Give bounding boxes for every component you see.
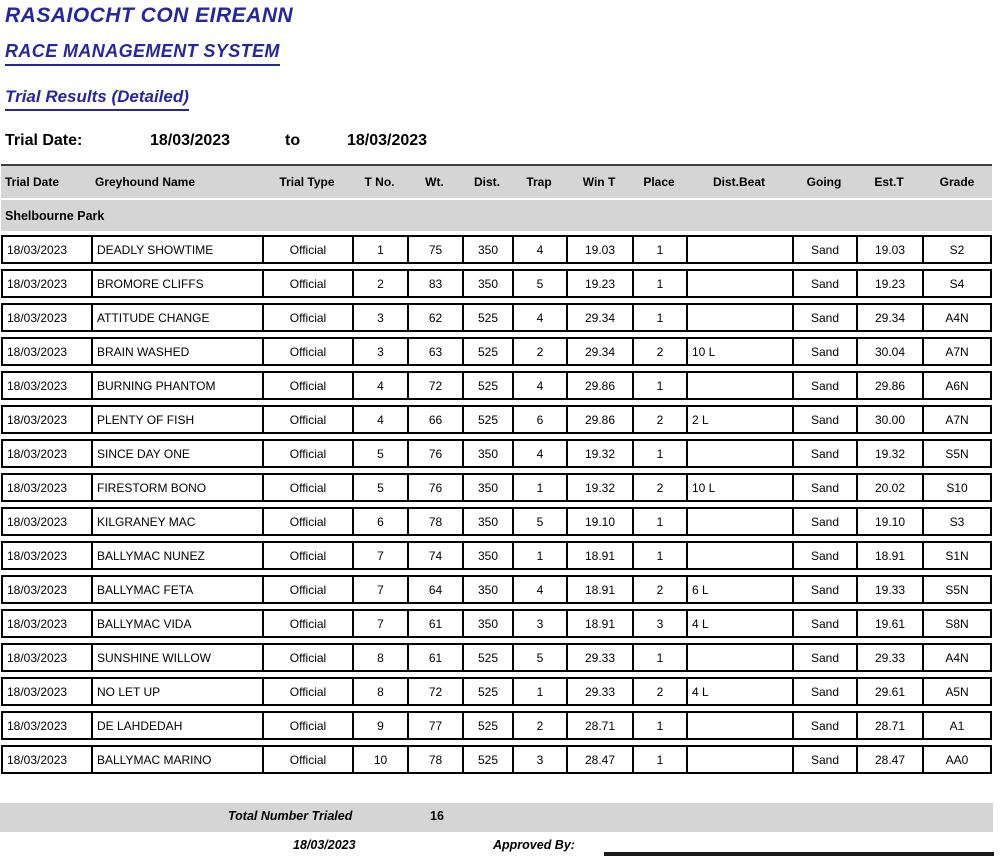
cell-trial-type: Official	[264, 747, 354, 772]
cell-trial-date: 18/03/2023	[3, 645, 93, 670]
cell-dist-beat: 10 L	[688, 339, 794, 364]
cell-trap: 3	[514, 747, 568, 772]
cell-win-t: 18.91	[568, 577, 634, 602]
cell-greyhound-name: NO LET UP	[93, 679, 264, 704]
cell-trial-type: Official	[264, 441, 354, 466]
cell-trial-type: Official	[264, 679, 354, 704]
cell-place: 3	[634, 611, 688, 636]
cell-t-no: 9	[354, 713, 409, 738]
cell-trial-date: 18/03/2023	[3, 339, 93, 364]
column-header-wt: Wt.	[425, 175, 444, 189]
cell-greyhound-name: SUNSHINE WILLOW	[93, 645, 264, 670]
cell-dist: 525	[464, 747, 514, 772]
cell-dist: 350	[464, 475, 514, 500]
cell-dist-beat: 6 L	[688, 577, 794, 602]
footer-report-date: 18/03/2023	[293, 838, 356, 852]
cell-wt: 64	[409, 577, 464, 602]
cell-grade: A4N	[945, 650, 969, 665]
cell-dist: 350	[464, 237, 514, 262]
cell-trial-type: Official	[264, 271, 354, 296]
cell-trial-date: 18/03/2023	[3, 373, 93, 398]
cell-grade: A7N	[945, 412, 969, 427]
cell-wt: 66	[409, 407, 464, 432]
table-row	[1, 677, 992, 706]
cell-going: Sand	[794, 339, 858, 364]
cell-wt: 76	[409, 475, 464, 500]
cell-greyhound-name: BALLYMAC NUNEZ	[93, 543, 264, 568]
cell-t-no: 4	[354, 407, 409, 432]
cell-place: 1	[634, 441, 688, 466]
column-header-trial-type: Trial Type	[279, 175, 335, 189]
column-header-trial-date: Trial Date	[5, 175, 60, 189]
venue-band	[1, 200, 992, 231]
cell-going: Sand	[794, 407, 858, 432]
cell-win-t: 19.03	[568, 237, 634, 262]
cell-t-no: 5	[354, 475, 409, 500]
signature-line	[604, 852, 994, 856]
cell-trial-date: 18/03/2023	[3, 611, 93, 636]
cell-win-t: 19.32	[568, 441, 634, 466]
cell-est-t: 19.10	[858, 509, 924, 534]
cell-dist-beat	[688, 373, 794, 398]
cell-wt: 83	[409, 271, 464, 296]
cell-wt: 75	[409, 237, 464, 262]
total-trialed-value: 16	[430, 809, 444, 823]
column-header-dist-beat: Dist.Beat	[712, 175, 765, 189]
cell-t-no: 8	[354, 645, 409, 670]
cell-going: Sand	[794, 237, 858, 262]
cell-greyhound-name: PLENTY OF FISH	[93, 407, 264, 432]
cell-place: 2	[634, 679, 688, 704]
cell-dist-beat	[688, 441, 794, 466]
cell-place: 2	[634, 475, 688, 500]
cell-trial-type: Official	[264, 543, 354, 568]
cell-wt: 62	[409, 305, 464, 330]
cell-trial-date: 18/03/2023	[3, 271, 93, 296]
to-label: to	[285, 132, 301, 149]
cell-grade: S5N	[945, 446, 969, 461]
cell-win-t: 18.91	[568, 611, 634, 636]
results-table	[1, 164, 992, 779]
cell-trial-date: 18/03/2023	[3, 407, 93, 432]
cell-greyhound-name: SINCE DAY ONE	[93, 441, 264, 466]
cell-dist: 525	[464, 407, 514, 432]
cell-t-no: 6	[354, 509, 409, 534]
cell-going: Sand	[794, 305, 858, 330]
cell-t-no: 3	[354, 339, 409, 364]
trial-date-to: 18/03/2023	[347, 132, 428, 149]
cell-grade: AA0	[945, 752, 969, 767]
column-header-t-no: T No.	[364, 175, 395, 189]
cell-trap: 2	[514, 339, 568, 364]
cell-trap: 1	[514, 475, 568, 500]
cell-place: 1	[634, 543, 688, 568]
cell-trial-type: Official	[264, 645, 354, 670]
cell-trial-date: 18/03/2023	[3, 577, 93, 602]
cell-greyhound-name: ATTITUDE CHANGE	[93, 305, 264, 330]
cell-grade: A4N	[945, 310, 969, 325]
cell-going: Sand	[794, 475, 858, 500]
approval-line	[0, 836, 1000, 860]
cell-going: Sand	[794, 543, 858, 568]
cell-grade: A6N	[945, 378, 969, 393]
cell-est-t: 19.61	[858, 611, 924, 636]
cell-trial-date: 18/03/2023	[3, 237, 93, 262]
cell-win-t: 28.71	[568, 713, 634, 738]
cell-trial-date: 18/03/2023	[3, 305, 93, 330]
cell-place: 1	[634, 713, 688, 738]
cell-place: 2	[634, 407, 688, 432]
cell-going: Sand	[794, 747, 858, 772]
trial-date-from: 18/03/2023	[150, 132, 231, 149]
cell-trap: 4	[514, 373, 568, 398]
cell-est-t: 29.34	[858, 305, 924, 330]
cell-place: 1	[634, 509, 688, 534]
cell-dist: 350	[464, 577, 514, 602]
cell-going: Sand	[794, 271, 858, 296]
table-row	[1, 235, 992, 264]
cell-greyhound-name: KILGRANEY MAC	[93, 509, 264, 534]
cell-grade: A7N	[945, 344, 969, 359]
cell-wt: 77	[409, 713, 464, 738]
cell-greyhound-name: DEADLY SHOWTIME	[93, 237, 264, 262]
cell-trap: 5	[514, 509, 568, 534]
table-row	[1, 473, 992, 502]
cell-trap: 5	[514, 645, 568, 670]
cell-est-t: 19.03	[858, 237, 924, 262]
table-body	[1, 235, 992, 774]
cell-trial-date: 18/03/2023	[3, 543, 93, 568]
cell-grade: S3	[949, 514, 965, 529]
cell-greyhound-name: BALLYMAC MARINO	[93, 747, 264, 772]
cell-trap: 1	[514, 543, 568, 568]
cell-grade: A5N	[945, 684, 969, 699]
cell-dist: 525	[464, 373, 514, 398]
total-band	[0, 803, 993, 832]
cell-trap: 4	[514, 441, 568, 466]
cell-wt: 78	[409, 747, 464, 772]
table-row	[1, 575, 992, 604]
cell-wt: 78	[409, 509, 464, 534]
cell-win-t: 29.33	[568, 645, 634, 670]
cell-trap: 2	[514, 713, 568, 738]
cell-dist: 525	[464, 645, 514, 670]
cell-trap: 4	[514, 577, 568, 602]
cell-grade: S10	[946, 480, 968, 495]
cell-win-t: 29.86	[568, 373, 634, 398]
cell-place: 1	[634, 747, 688, 772]
cell-greyhound-name: DE LAHDEDAH	[93, 713, 264, 738]
cell-going: Sand	[794, 713, 858, 738]
cell-dist-beat: 10 L	[688, 475, 794, 500]
cell-greyhound-name: FIRESTORM BONO	[93, 475, 264, 500]
table-row	[1, 269, 992, 298]
cell-est-t: 29.61	[858, 679, 924, 704]
cell-trap: 6	[514, 407, 568, 432]
cell-wt: 61	[409, 611, 464, 636]
cell-grade: S2	[949, 242, 965, 257]
table-row	[1, 303, 992, 332]
cell-win-t: 18.91	[568, 543, 634, 568]
venue-name: Shelbourne Park	[5, 208, 105, 223]
cell-place: 1	[634, 271, 688, 296]
cell-win-t: 29.34	[568, 305, 634, 330]
cell-greyhound-name: BURNING PHANTOM	[93, 373, 264, 398]
cell-est-t: 18.91	[858, 543, 924, 568]
cell-place: 1	[634, 373, 688, 398]
cell-wt: 61	[409, 645, 464, 670]
table-header-row	[1, 164, 992, 198]
cell-t-no: 8	[354, 679, 409, 704]
cell-going: Sand	[794, 679, 858, 704]
cell-grade: S4	[949, 276, 965, 291]
cell-dist-beat	[688, 237, 794, 262]
cell-trial-date: 18/03/2023	[3, 441, 93, 466]
cell-t-no: 3	[354, 305, 409, 330]
cell-wt: 76	[409, 441, 464, 466]
trial-date-label: Trial Date:	[5, 132, 83, 149]
cell-t-no: 4	[354, 373, 409, 398]
cell-dist-beat	[688, 509, 794, 534]
org-title: RASAIOCHT CON EIREANN	[5, 4, 294, 27]
cell-place: 1	[634, 645, 688, 670]
cell-place: 1	[634, 305, 688, 330]
cell-trial-type: Official	[264, 611, 354, 636]
cell-trial-date: 18/03/2023	[3, 679, 93, 704]
cell-est-t: 29.86	[858, 373, 924, 398]
cell-trap: 4	[514, 237, 568, 262]
cell-est-t: 29.33	[858, 645, 924, 670]
table-row	[1, 337, 992, 366]
cell-trap: 1	[514, 679, 568, 704]
cell-t-no: 5	[354, 441, 409, 466]
cell-trial-type: Official	[264, 339, 354, 364]
column-header-est-t: Est.T	[874, 175, 904, 189]
cell-dist-beat	[688, 645, 794, 670]
cell-wt: 74	[409, 543, 464, 568]
cell-trial-date: 18/03/2023	[3, 509, 93, 534]
cell-est-t: 19.23	[858, 271, 924, 296]
column-header-trap: Trap	[526, 175, 552, 189]
cell-trial-type: Official	[264, 373, 354, 398]
cell-trial-date: 18/03/2023	[3, 713, 93, 738]
cell-trial-type: Official	[264, 475, 354, 500]
column-header-grade: Grade	[939, 175, 975, 189]
cell-est-t: 30.04	[858, 339, 924, 364]
cell-dist-beat	[688, 713, 794, 738]
cell-est-t: 28.71	[858, 713, 924, 738]
cell-dist: 350	[464, 509, 514, 534]
cell-trial-type: Official	[264, 713, 354, 738]
cell-t-no: 1	[354, 237, 409, 262]
cell-wt: 72	[409, 679, 464, 704]
column-header-place: Place	[643, 175, 675, 189]
cell-trial-type: Official	[264, 509, 354, 534]
cell-win-t: 29.33	[568, 679, 634, 704]
cell-greyhound-name: BALLYMAC FETA	[93, 577, 264, 602]
cell-dist: 350	[464, 543, 514, 568]
table-row	[1, 609, 992, 638]
cell-trial-type: Official	[264, 237, 354, 262]
cell-dist-beat	[688, 271, 794, 296]
cell-place: 1	[634, 237, 688, 262]
cell-going: Sand	[794, 373, 858, 398]
cell-t-no: 7	[354, 543, 409, 568]
cell-win-t: 19.10	[568, 509, 634, 534]
cell-trial-type: Official	[264, 407, 354, 432]
cell-place: 2	[634, 577, 688, 602]
cell-greyhound-name: BALLYMAC VIDA	[93, 611, 264, 636]
report-title: Trial Results (Detailed)	[5, 87, 189, 111]
cell-grade: S1N	[945, 548, 969, 563]
cell-grade: A1	[949, 718, 965, 733]
cell-est-t: 28.47	[858, 747, 924, 772]
cell-win-t: 29.86	[568, 407, 634, 432]
cell-dist: 525	[464, 305, 514, 330]
table-row	[1, 371, 992, 400]
table-row	[1, 711, 992, 740]
cell-going: Sand	[794, 441, 858, 466]
cell-place: 2	[634, 339, 688, 364]
cell-trap: 5	[514, 271, 568, 296]
cell-dist-beat	[688, 747, 794, 772]
cell-wt: 63	[409, 339, 464, 364]
trial-date-line	[0, 132, 1000, 154]
table-row	[1, 507, 992, 536]
approved-by-label: Approved By:	[493, 838, 575, 852]
cell-dist: 525	[464, 339, 514, 364]
column-header-greyhound-name: Greyhound Name	[95, 175, 196, 189]
cell-dist: 525	[464, 713, 514, 738]
cell-win-t: 19.32	[568, 475, 634, 500]
cell-trial-type: Official	[264, 577, 354, 602]
total-trialed-label: Total Number Trialed	[228, 809, 353, 823]
column-header-win-t: Win T	[582, 175, 616, 189]
cell-dist-beat	[688, 543, 794, 568]
cell-t-no: 10	[354, 747, 409, 772]
system-title: RACE MANAGEMENT SYSTEM	[5, 41, 280, 66]
column-header-dist: Dist.	[473, 175, 500, 189]
cell-t-no: 7	[354, 577, 409, 602]
cell-trial-date: 18/03/2023	[3, 747, 93, 772]
cell-grade: S8N	[945, 616, 969, 631]
cell-dist: 525	[464, 679, 514, 704]
cell-going: Sand	[794, 509, 858, 534]
cell-greyhound-name: BROMORE CLIFFS	[93, 271, 264, 296]
cell-dist-beat: 2 L	[688, 407, 794, 432]
cell-trap: 3	[514, 611, 568, 636]
cell-going: Sand	[794, 645, 858, 670]
cell-t-no: 2	[354, 271, 409, 296]
cell-greyhound-name: BRAIN WASHED	[93, 339, 264, 364]
table-row	[1, 439, 992, 468]
column-header-going: Going	[806, 175, 842, 189]
cell-trial-date: 18/03/2023	[3, 475, 93, 500]
cell-t-no: 7	[354, 611, 409, 636]
table-row	[1, 541, 992, 570]
cell-dist-beat: 4 L	[688, 611, 794, 636]
cell-dist-beat: 4 L	[688, 679, 794, 704]
cell-dist: 350	[464, 611, 514, 636]
cell-est-t: 20.02	[858, 475, 924, 500]
cell-going: Sand	[794, 577, 858, 602]
cell-wt: 72	[409, 373, 464, 398]
cell-win-t: 19.23	[568, 271, 634, 296]
cell-est-t: 19.33	[858, 577, 924, 602]
cell-est-t: 19.32	[858, 441, 924, 466]
cell-win-t: 29.34	[568, 339, 634, 364]
cell-win-t: 28.47	[568, 747, 634, 772]
cell-trial-type: Official	[264, 305, 354, 330]
cell-dist: 350	[464, 271, 514, 296]
cell-dist: 350	[464, 441, 514, 466]
cell-est-t: 30.00	[858, 407, 924, 432]
table-row	[1, 745, 992, 774]
table-row	[1, 643, 992, 672]
cell-dist-beat	[688, 305, 794, 330]
cell-going: Sand	[794, 611, 858, 636]
cell-trap: 4	[514, 305, 568, 330]
cell-grade: S5N	[945, 582, 969, 597]
table-row	[1, 405, 992, 434]
